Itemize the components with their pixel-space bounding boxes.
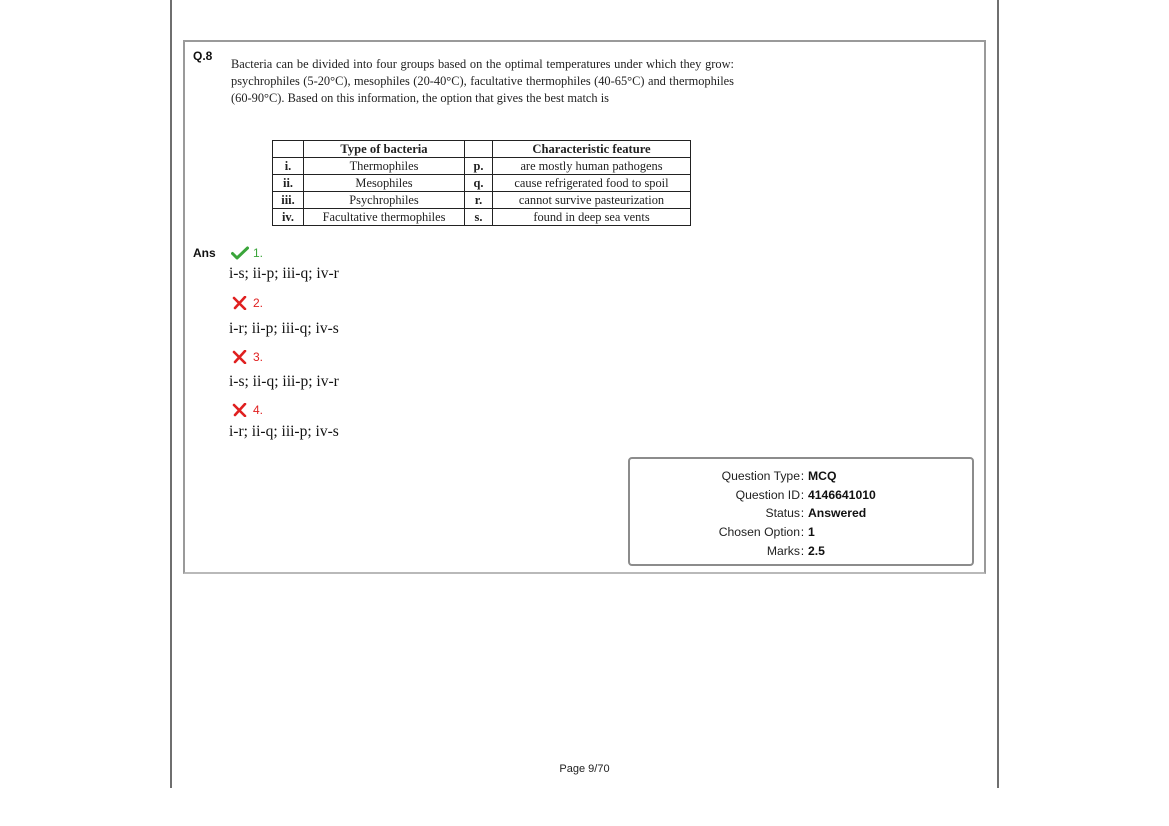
table-header: Characteristic feature <box>493 141 691 158</box>
option-number: 2. <box>253 296 264 310</box>
meta-value: 1 <box>808 525 815 539</box>
table-cell: are mostly human pathogens <box>493 158 691 175</box>
option-1-text: i-s; ii-p; iii-q; iv-r <box>229 265 339 282</box>
table-cell: cannot survive pasteurization <box>493 192 691 209</box>
meta-value: 2.5 <box>808 544 825 558</box>
page-number: Page 9/70 <box>559 763 610 775</box>
meta-label: Status <box>765 506 800 520</box>
meta-separator: : <box>800 469 805 483</box>
option-4-text: i-r; ii-q; iii-p; iv-s <box>229 423 339 440</box>
question-meta-panel <box>628 457 974 566</box>
meta-separator: : <box>800 525 805 539</box>
meta-row-question-type <box>630 467 836 485</box>
option-number: 4. <box>253 403 264 417</box>
meta-value: MCQ <box>808 469 837 483</box>
option-number: 1. <box>253 246 264 260</box>
table-header <box>465 141 493 158</box>
table-cell: Mesophiles <box>304 175 465 192</box>
check-icon <box>231 246 249 260</box>
answer-label: Ans <box>193 246 216 260</box>
match-table <box>272 140 691 226</box>
meta-row-question-id <box>630 486 876 504</box>
option-3-header <box>231 349 263 365</box>
table-cell: Facultative thermophiles <box>304 209 465 226</box>
table-cell: iv. <box>273 209 304 226</box>
page-left-border <box>170 0 172 788</box>
table-cell: iii. <box>273 192 304 209</box>
meta-separator: : <box>800 488 805 502</box>
option-4-header <box>231 402 263 418</box>
meta-value: Answered <box>808 506 867 520</box>
table-cell: ii. <box>273 175 304 192</box>
meta-row-status <box>630 504 866 522</box>
table-row <box>273 158 691 175</box>
table-header-row <box>273 141 691 158</box>
question-number: Q.8 <box>193 49 213 63</box>
cross-icon <box>231 296 249 310</box>
option-1-header <box>231 245 263 261</box>
table-cell: Thermophiles <box>304 158 465 175</box>
question-text: Bacteria can be divided into four groups based on the optimal temperatures under which they grow: psychrophiles (5-20°C), mesophiles (20-40°C), facultative thermophiles (40-65°C) and thermophiles (60-90°C). Based on this information, the option that gives the best match is <box>231 57 734 105</box>
meta-label: Marks <box>766 544 800 558</box>
table-cell: Psychrophiles <box>304 192 465 209</box>
meta-separator: : <box>800 506 805 520</box>
table-header: Type of bacteria <box>304 141 465 158</box>
table-header <box>273 141 304 158</box>
meta-row-marks <box>630 542 825 560</box>
meta-separator: : <box>800 544 805 558</box>
meta-label: Chosen Option <box>718 525 800 539</box>
table-cell: r. <box>465 192 493 209</box>
meta-label: Question Type <box>721 469 800 483</box>
table-cell: cause refrigerated food to spoil <box>493 175 691 192</box>
table-cell: q. <box>465 175 493 192</box>
option-number: 3. <box>253 350 264 364</box>
table-cell: s. <box>465 209 493 226</box>
cross-icon <box>231 403 249 417</box>
option-2-text: i-r; ii-p; iii-q; iv-s <box>229 320 339 337</box>
table-row <box>273 209 691 226</box>
page-right-border <box>997 0 999 788</box>
option-2-header <box>231 295 263 311</box>
table-cell: p. <box>465 158 493 175</box>
option-3-text: i-s; ii-q; iii-p; iv-r <box>229 373 339 390</box>
meta-row-chosen-option <box>630 523 815 541</box>
table-cell: i. <box>273 158 304 175</box>
meta-label: Question ID <box>735 488 800 502</box>
meta-value: 4146641010 <box>808 488 876 502</box>
table-cell: found in deep sea vents <box>493 209 691 226</box>
table-row <box>273 192 691 209</box>
table-row <box>273 175 691 192</box>
cross-icon <box>231 350 249 364</box>
